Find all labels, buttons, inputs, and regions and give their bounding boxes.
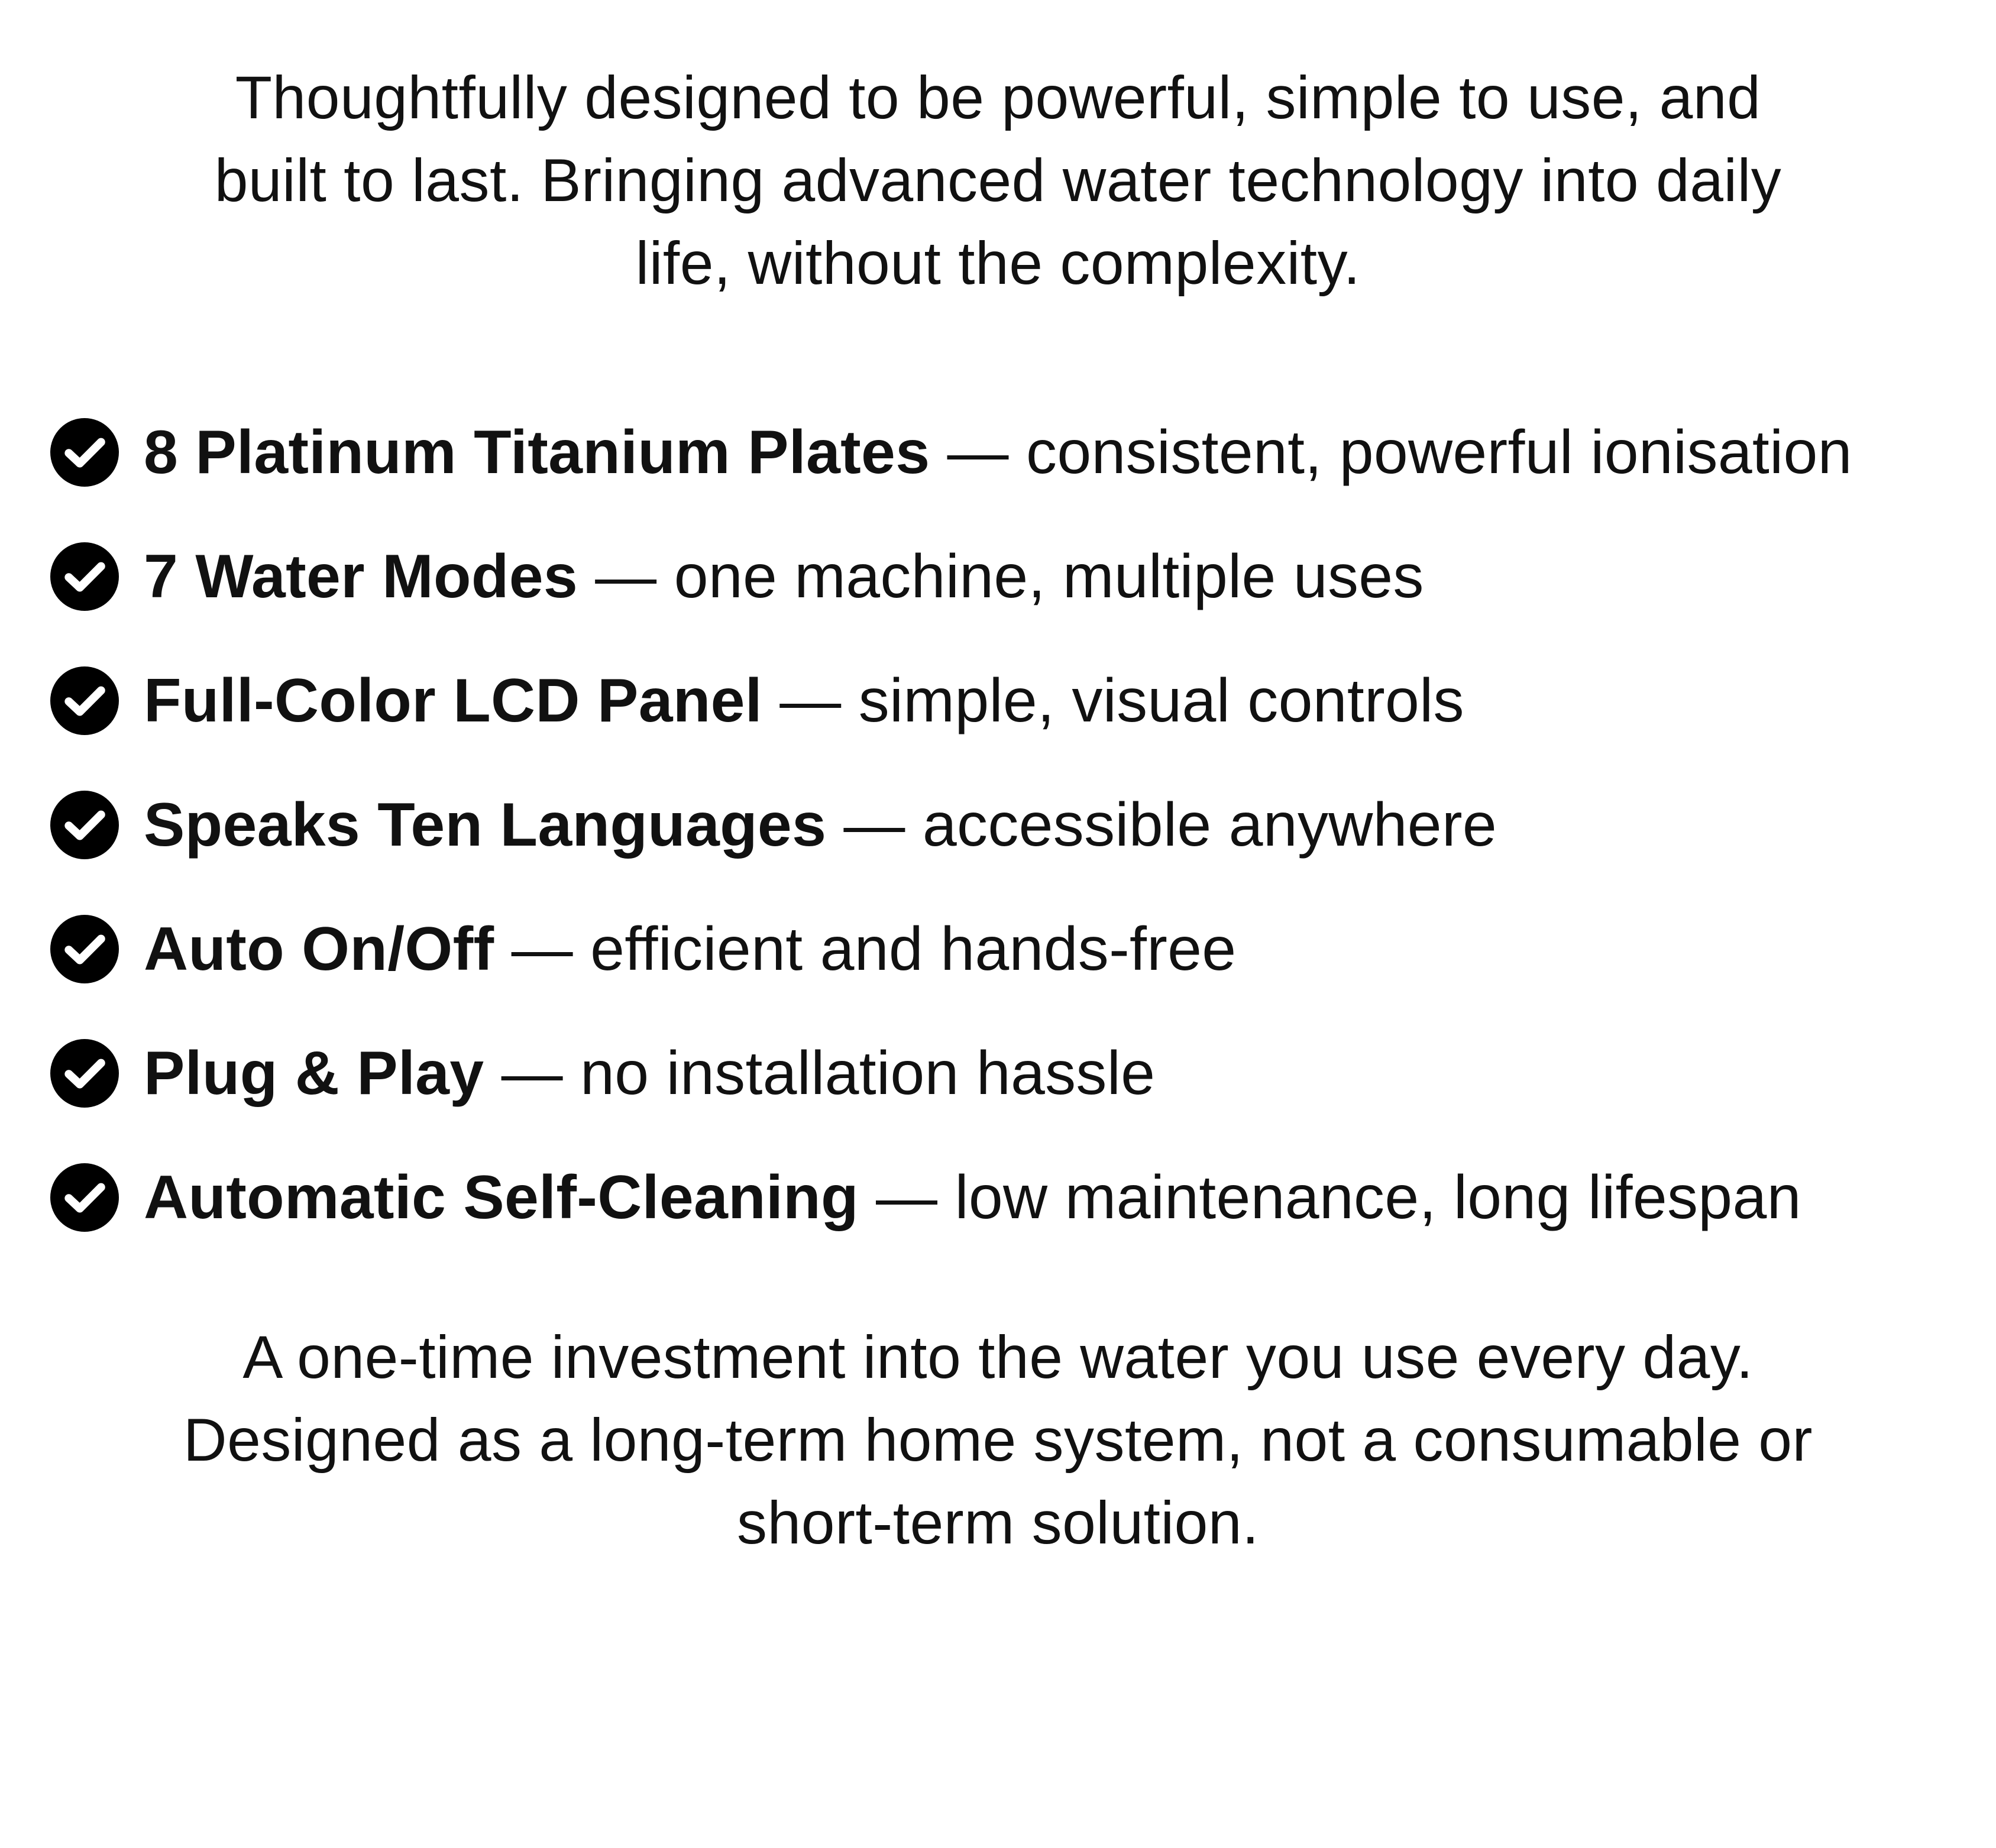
feature-description: accessible anywhere — [922, 791, 1497, 859]
feature-text — [144, 665, 1464, 736]
feature-name: 8 Platinum Titanium Plates — [144, 418, 930, 487]
check-circle-icon — [50, 418, 119, 487]
feature-separator: — — [930, 418, 1027, 487]
feature-name: 7 Water Modes — [144, 542, 578, 611]
check-circle-icon — [50, 542, 119, 611]
feature-description: no installation hassle — [580, 1039, 1156, 1108]
feature-name: Plug & Play — [144, 1039, 484, 1108]
feature-separator: — — [826, 791, 923, 859]
feature-item-platinum-plates — [50, 390, 1978, 514]
feature-text — [144, 1038, 1155, 1109]
feature-name: Full-Color LCD Panel — [144, 666, 762, 735]
feature-item-plug-and-play — [50, 1011, 1978, 1135]
check-circle-icon — [50, 915, 119, 983]
feature-name: Auto On/Off — [144, 915, 494, 983]
feature-text — [144, 541, 1424, 612]
outro-line-3: short-term solution. — [737, 1489, 1259, 1556]
feature-description: consistent, powerful ionisation — [1026, 418, 1852, 487]
outro-paragraph — [89, 1316, 1907, 1564]
feature-separator: — — [858, 1163, 955, 1232]
feature-item-lcd-panel — [50, 639, 1978, 763]
feature-separator: — — [494, 915, 591, 983]
feature-text — [144, 789, 1497, 860]
check-circle-icon — [50, 666, 119, 735]
feature-separator: — — [484, 1039, 581, 1108]
feature-text — [144, 417, 1852, 488]
feature-text — [144, 914, 1236, 985]
feature-name: Speaks Ten Languages — [144, 791, 827, 859]
feature-description: one machine, multiple uses — [674, 542, 1424, 611]
feature-item-auto-on-off — [50, 887, 1978, 1011]
intro-line-3: life, without the complexity. — [635, 229, 1361, 297]
check-circle-icon — [50, 791, 119, 859]
feature-description: efficient and hands-free — [590, 915, 1237, 983]
outro-line-2: Designed as a long-term home system, not a consumable or — [183, 1406, 1813, 1474]
intro-line-1: Thoughtfully designed to be powerful, simple to use, and — [235, 64, 1761, 131]
feature-item-self-cleaning — [50, 1135, 1978, 1260]
feature-name: Automatic Self-Cleaning — [144, 1163, 859, 1232]
intro-line-2: built to last. Bringing advanced water technology into daily — [214, 147, 1782, 214]
check-circle-icon — [50, 1163, 119, 1232]
feature-description: simple, visual controls — [858, 666, 1464, 735]
feature-item-water-modes — [50, 514, 1978, 639]
outro-line-1: A one-time investment into the water you use every day. — [242, 1323, 1754, 1391]
feature-separator: — — [577, 542, 674, 611]
feature-separator: — — [762, 666, 859, 735]
intro-paragraph — [89, 56, 1907, 305]
feature-item-languages — [50, 763, 1978, 887]
feature-text — [144, 1162, 1801, 1233]
check-circle-icon — [50, 1039, 119, 1108]
feature-list — [50, 390, 1978, 1260]
feature-description: low maintenance, long lifespan — [955, 1163, 1801, 1232]
